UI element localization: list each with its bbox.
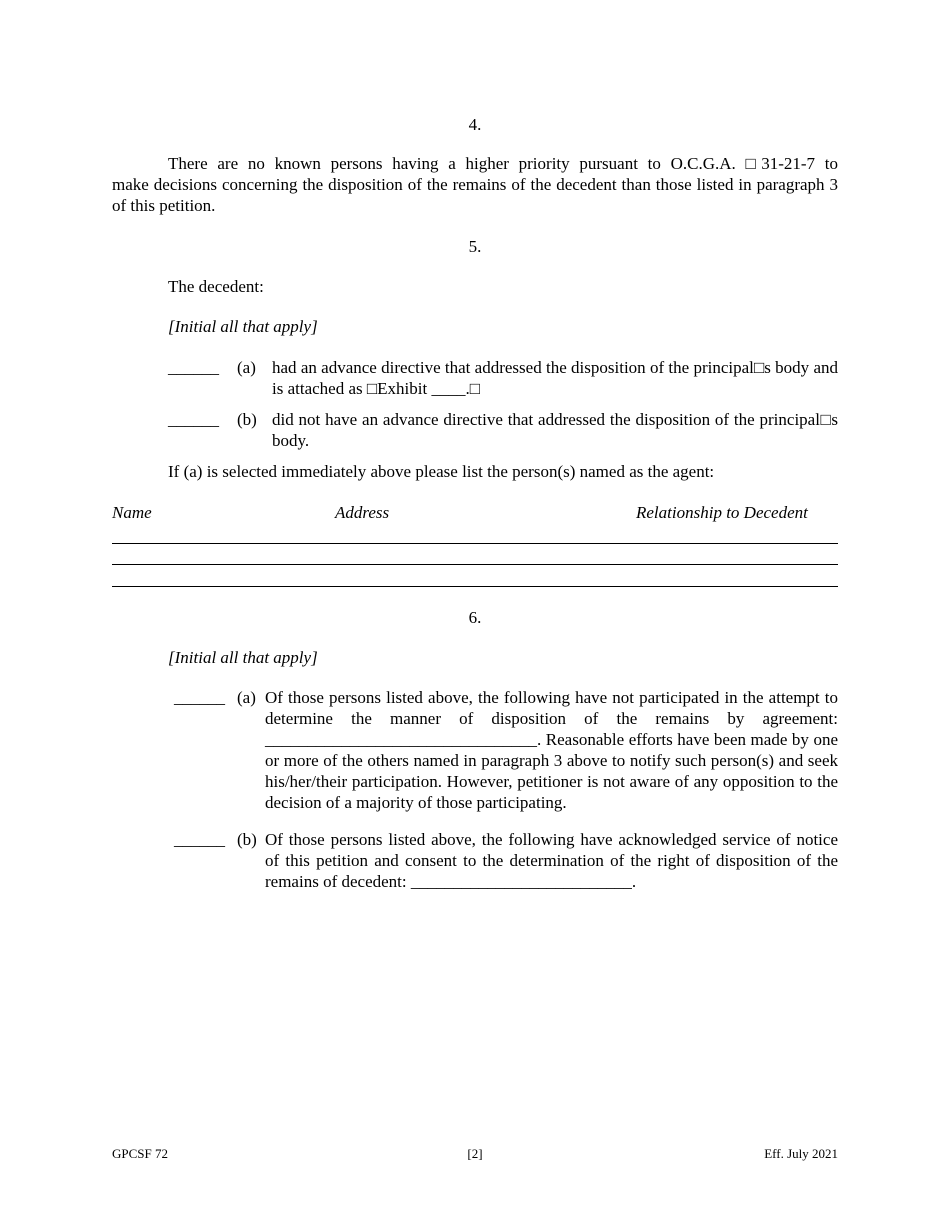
item-letter-6b: (b) [237,830,257,849]
item-letter-5b: (b) [237,410,257,429]
section-4-paragraph-first-line [112,153,838,174]
non-participant-blank[interactable]: ________________________________ [265,730,537,749]
section-4-paragraph-rest: make decisions concerning the disposition of the remains of the decedent than those listed in paragraph 3 of this petition. [112,175,838,215]
section-6-number: 6. [468,608,482,627]
item-letter-5a: (a) [237,358,256,377]
column-address-label: Address [335,503,390,522]
agent-entry-line-3[interactable] [112,586,838,587]
agent-prompt: If (a) is selected immediately above please list the person(s) named as the agent: [168,462,715,481]
section-6-instruction: [Initial all that apply] [168,648,318,667]
footer-effective-date: Eff. July 2021 [764,1146,838,1161]
item-text-5a: had an advance directive that addressed the disposition of the principal□s body and is attached as □Exhibit ____.□ [272,358,838,398]
initial-blank-6a[interactable]: ______ [174,688,225,707]
footer-form-id: GPCSF 72 [112,1146,168,1161]
item-text-5b: did not have an advance directive that addressed the disposition of the principal□s body. [272,410,838,450]
section-5-number: 5. [468,237,482,256]
section-4-number: 4. [468,115,482,134]
initial-blank-5b[interactable]: ______ [168,410,219,429]
footer-page-number: [2] [467,1146,483,1161]
agent-entry-line-2[interactable] [112,564,838,565]
initial-blank-5a[interactable]: ______ [168,358,219,377]
initial-blank-6b[interactable]: ______ [174,830,225,849]
item-text-6a [265,687,838,813]
agent-entry-line-1[interactable] [112,543,838,544]
column-relationship-label: Relationship to Decedent [636,503,808,522]
section-5-instruction: [Initial all that apply] [168,317,318,336]
item-text-6a-part1: Of those persons listed above, the following have not participated in the attempt to determine the manner of disposition of the remains by agreement: [265,688,838,728]
section-4-text-start: There are no known persons having a higher priority pursuant to O.C.G.A. □31-21-7 to [168,154,838,173]
column-name-label: Name [112,503,152,522]
item-letter-6a: (a) [237,688,256,707]
section-5-intro: The decedent: [168,277,264,296]
item-text-6b: Of those persons listed above, the following have acknowledged service of notice of this petition and consent to the determination of the right of disposition of the remains of decedent: __________________________. [265,830,838,891]
item-text-6a-part2: . Reasonable efforts have been made by one or more of the others named in paragraph 3 above to notify such person(s) and seek his/her/their participation. However, petitioner is not aware of any opposition to the decision of a majority of those participating. [265,730,838,812]
